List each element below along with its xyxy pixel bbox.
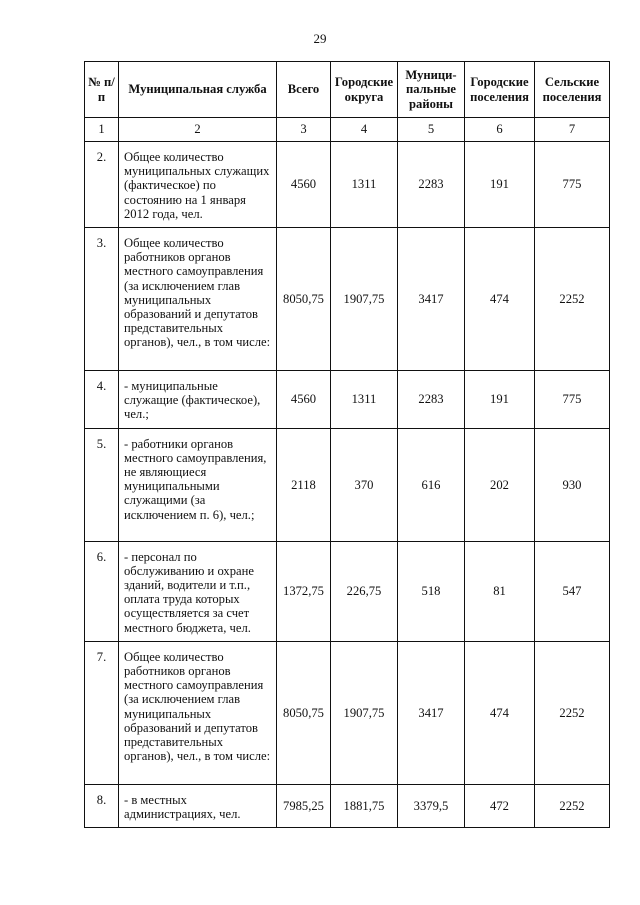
table-row (85, 142, 610, 228)
table-row (85, 784, 610, 827)
cell-municipal-districts: 3417 (398, 641, 465, 784)
cell-urban-settlements: 81 (465, 541, 535, 641)
cell-urban-districts: 226,75 (331, 541, 398, 641)
column-index: 2 (119, 118, 277, 142)
cell-total: 8050,75 (277, 228, 331, 371)
row-number: 4. (85, 371, 119, 429)
row-name: - муниципальные служащие (фактическое), чел.; (119, 371, 277, 429)
cell-urban-districts: 1881,75 (331, 784, 398, 827)
row-number: 2. (85, 142, 119, 228)
cell-urban-districts: 1311 (331, 142, 398, 228)
column-index: 5 (398, 118, 465, 142)
row-name: Общее количество работников органов местного самоуправления (за исключением глав муниципальных образований и депутатов представительных органов), чел., в том числе: (119, 228, 277, 371)
cell-urban-districts: 370 (331, 428, 398, 541)
row-number: 6. (85, 541, 119, 641)
row-name: Общее количество муниципальных служащих (фактическое) по состоянию на 1 января 2012 года, чел. (119, 142, 277, 228)
col-header-total: Всего (277, 62, 331, 118)
cell-rural-settlements: 2252 (535, 641, 610, 784)
cell-urban-settlements: 474 (465, 641, 535, 784)
cell-total: 8050,75 (277, 641, 331, 784)
row-number: 3. (85, 228, 119, 371)
cell-total: 7985,25 (277, 784, 331, 827)
col-header-service: Муниципальная служба (119, 62, 277, 118)
cell-total: 2118 (277, 428, 331, 541)
cell-urban-settlements: 191 (465, 371, 535, 429)
cell-urban-districts: 1907,75 (331, 641, 398, 784)
column-index: 4 (331, 118, 398, 142)
col-header-urban-settlements: Городские поселения (465, 62, 535, 118)
table-row (85, 428, 610, 541)
row-name: - персонал по обслуживанию и охране зданий, водители и т.п., оплата труда которых осуществляется за счет местного бюджета, чел. (119, 541, 277, 641)
cell-rural-settlements: 2252 (535, 784, 610, 827)
header-row (85, 62, 610, 118)
row-number: 5. (85, 428, 119, 541)
cell-urban-settlements: 191 (465, 142, 535, 228)
cell-rural-settlements: 775 (535, 142, 610, 228)
col-header-municipal-districts: Муници-пальные районы (398, 62, 465, 118)
col-header-rural-settlements: Сельские поселения (535, 62, 610, 118)
cell-municipal-districts: 2283 (398, 142, 465, 228)
cell-municipal-districts: 616 (398, 428, 465, 541)
municipal-service-table (84, 61, 610, 828)
cell-rural-settlements: 2252 (535, 228, 610, 371)
row-name: - работники органов местного самоуправления, не являющиеся муниципальными служащими (за исключением п. 6), чел.; (119, 428, 277, 541)
cell-rural-settlements: 547 (535, 541, 610, 641)
row-name: - в местных администрациях, чел. (119, 784, 277, 827)
cell-total: 4560 (277, 371, 331, 429)
cell-urban-settlements: 472 (465, 784, 535, 827)
table-row (85, 541, 610, 641)
row-number: 7. (85, 641, 119, 784)
page-number: 29 (313, 31, 327, 46)
cell-municipal-districts: 2283 (398, 371, 465, 429)
column-index: 1 (85, 118, 119, 142)
cell-urban-settlements: 474 (465, 228, 535, 371)
cell-total: 4560 (277, 142, 331, 228)
cell-municipal-districts: 518 (398, 541, 465, 641)
column-index: 6 (465, 118, 535, 142)
col-header-urban-districts: Городские округа (331, 62, 398, 118)
row-number: 8. (85, 784, 119, 827)
cell-total: 1372,75 (277, 541, 331, 641)
cell-urban-districts: 1907,75 (331, 228, 398, 371)
col-header-num: № п/п (85, 62, 119, 118)
table-row (85, 371, 610, 429)
cell-municipal-districts: 3379,5 (398, 784, 465, 827)
column-index: 7 (535, 118, 610, 142)
table-row (85, 641, 610, 784)
cell-rural-settlements: 930 (535, 428, 610, 541)
column-index-row (85, 118, 610, 142)
cell-municipal-districts: 3417 (398, 228, 465, 371)
column-index: 3 (277, 118, 331, 142)
cell-rural-settlements: 775 (535, 371, 610, 429)
cell-urban-settlements: 202 (465, 428, 535, 541)
cell-urban-districts: 1311 (331, 371, 398, 429)
table-row (85, 228, 610, 371)
row-name: Общее количество работников органов местного самоуправления (за исключением глав муниципальных образований и депутатов представительных органов), чел., в том числе: (119, 641, 277, 784)
